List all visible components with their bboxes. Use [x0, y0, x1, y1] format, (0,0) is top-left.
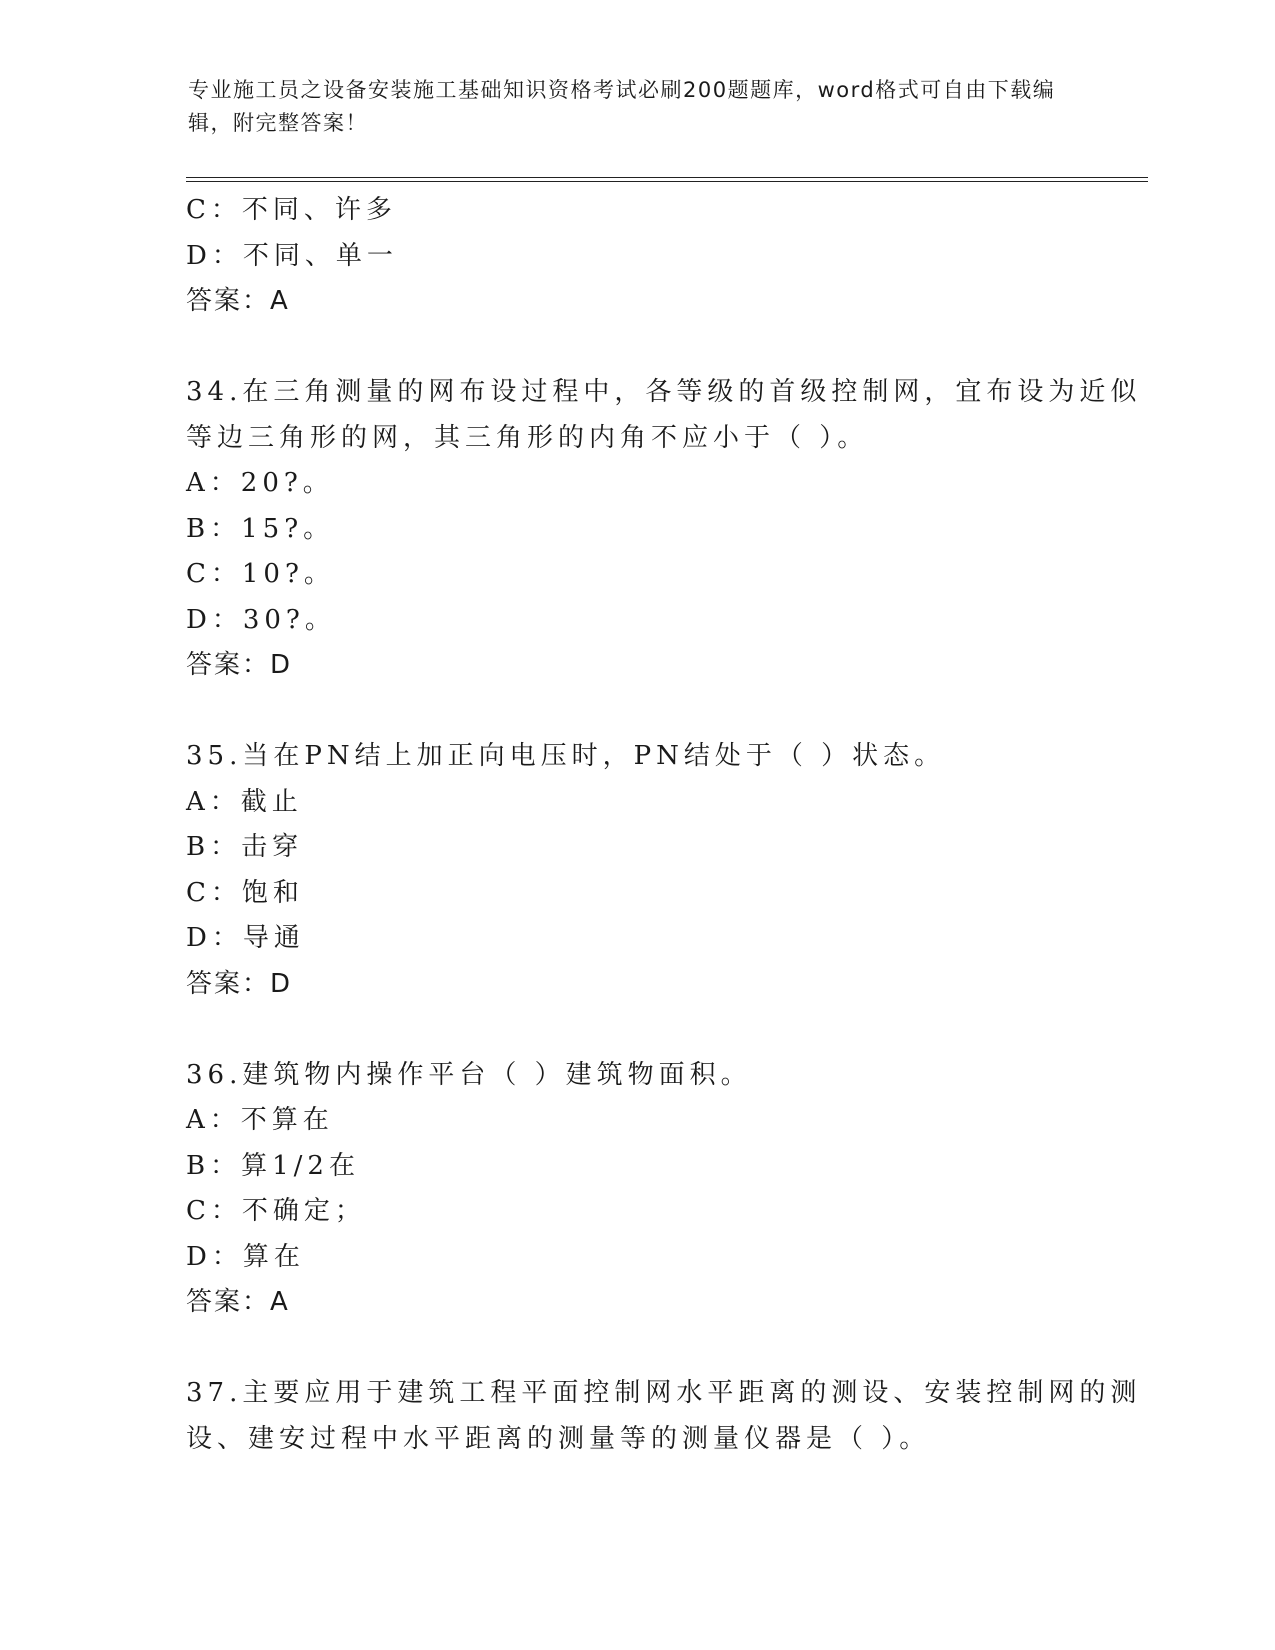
question-text: 34.在三角测量的网布设过程中，各等级的首级控制网，宜布设为近似	[186, 377, 1142, 407]
spacer	[186, 1326, 1086, 1372]
option-line: D：不同、单一	[186, 240, 398, 271]
option-line: D：30?。	[186, 604, 336, 635]
answer-line: 答案：D	[186, 650, 293, 680]
carryover-block	[186, 188, 1086, 325]
question-block	[186, 370, 1142, 689]
option-line: C：饱和	[186, 877, 304, 908]
document-content	[186, 188, 1142, 1462]
question-block	[186, 1371, 1142, 1462]
option-line: B：击穿	[186, 832, 304, 862]
question-text: 36.建筑物内操作平台（ ）建筑物面积。	[186, 1059, 752, 1090]
option-line: A：不算在	[186, 1105, 334, 1135]
spacer	[186, 1007, 1086, 1053]
header-rule-top	[186, 177, 1148, 178]
answer-line: 答案：A	[186, 286, 290, 316]
option-line: A：20?。	[186, 468, 334, 498]
header-rule-bottom	[186, 181, 1148, 182]
question-block	[186, 1053, 1086, 1326]
answer-line: 答案：A	[186, 1287, 290, 1317]
option-line: C：不同、许多	[186, 195, 397, 225]
question-text: 37.主要应用于建筑工程平面控制网水平距离的测设、安装控制网的测	[186, 1378, 1142, 1408]
question-text: 设、建安过程中水平距离的测量等的测量仪器是（ ）。	[186, 1423, 931, 1454]
answer-line: 答案：D	[186, 968, 293, 999]
option-line: C：10?。	[186, 559, 335, 589]
question-text: 35.当在PN结上加正向电压时，PN结处于（ ）状态。	[186, 741, 946, 771]
spacer	[186, 325, 1086, 371]
question-block	[186, 734, 1086, 1007]
option-line: B：算1/2在	[186, 1150, 360, 1181]
option-line: B：15?。	[186, 513, 335, 544]
spacer	[186, 689, 1086, 735]
question-text: 等边三角形的网，其三角形的内角不应小于（ ）。	[186, 422, 869, 453]
option-line: D：算在	[186, 1241, 305, 1272]
option-line: C：不确定；	[186, 1196, 366, 1226]
option-line: D：导通	[186, 923, 305, 953]
page-header-title: 专业施工员之设备安装施工基础知识资格考试必刷200题题库，word格式可自由下载编辑，附完整答案！	[188, 78, 1056, 135]
option-line: A：截止	[186, 786, 303, 817]
